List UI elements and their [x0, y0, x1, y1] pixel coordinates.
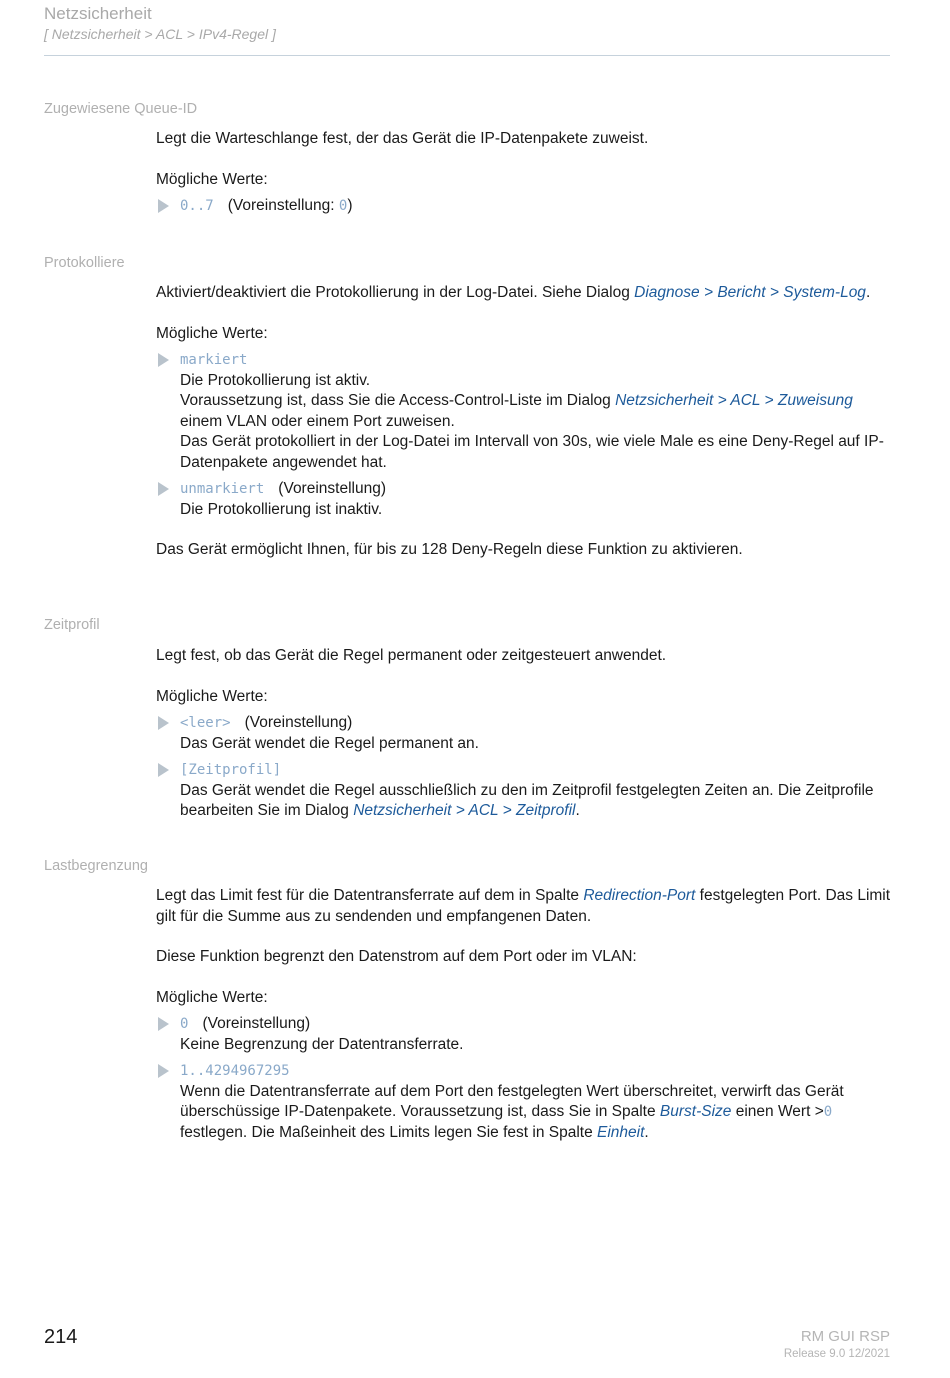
- value-item: unmarkiert (Voreinstellung) Die Protokollierung ist inaktiv.: [156, 479, 896, 520]
- link-netzsicherheit-acl-zuweisung[interactable]: Netzsicherheit > ACL > Zuweisung: [615, 392, 853, 409]
- inline-value-zero: 0: [823, 1104, 833, 1120]
- value-item: markiert Die Protokollierung ist aktiv. Voraussetzung ist, dass Sie die Access-Control-Liste im Dialog Netzsicherheit > ACL > Zuweisung einem VLAN oder einem Port zuweisen. Das Gerät protokolliert in der Log-Datei im Intervall von 30s, wie viele Male es eine Deny-Regel auf IP-Datenpakete angewendet hat.: [156, 350, 896, 473]
- values-heading: Mögliche Werte:: [156, 170, 268, 188]
- section-body-zeitprofil: [156, 646, 896, 822]
- section-body-lastbegrenzung: [156, 886, 896, 1143]
- value-item: [156, 196, 896, 217]
- bullet-triangle-icon: [158, 1017, 169, 1031]
- page-header-title: Netzsicherheit: [44, 4, 152, 23]
- default-value: 0: [338, 198, 348, 214]
- section-label-zeitprofil: Zeitprofil: [44, 617, 100, 633]
- bullet-triangle-icon: [158, 763, 169, 777]
- value-item: <leer> (Voreinstellung) Das Gerät wendet die Regel permanent an.: [156, 713, 896, 754]
- header-divider: [44, 55, 890, 56]
- default-suffix: ): [347, 197, 353, 214]
- value-leer: <leer>: [180, 715, 231, 731]
- description: Legt die Warteschlange fest, der das Gerät die IP-Datenpakete zuweist.: [156, 130, 649, 147]
- values-heading: Mögliche Werte:: [156, 324, 268, 342]
- description-2: Diese Funktion begrenzt den Datenstrom auf dem Port oder im VLAN:: [156, 948, 637, 965]
- section-body-protokolliere: [156, 283, 896, 561]
- note: Das Gerät ermöglicht Ihnen, für bis zu 128 Deny-Regeln diese Funktion zu aktivieren.: [156, 541, 743, 558]
- link-netzsicherheit-acl-zeitprofil[interactable]: Netzsicherheit > ACL > Zeitprofil: [353, 802, 576, 819]
- link-diagnose-bericht-system-log[interactable]: Diagnose > Bericht > System-Log: [634, 284, 866, 301]
- section-label-queue-id: Zugewiesene Queue-ID: [44, 101, 198, 117]
- link-einheit[interactable]: Einheit: [597, 1123, 645, 1141]
- bullet-triangle-icon: [158, 716, 169, 730]
- link-burst-size[interactable]: Burst-Size: [659, 1103, 732, 1120]
- value-range: 1..4294967295: [180, 1063, 290, 1079]
- value-zero: 0: [180, 1016, 189, 1032]
- bullet-triangle-icon: [158, 199, 169, 213]
- value-item: 0 (Voreinstellung) Keine Begrenzung der Datentransferrate.: [156, 1014, 896, 1055]
- bullet-triangle-icon: [158, 482, 169, 496]
- bullet-triangle-icon: [158, 353, 169, 367]
- values-heading: Mögliche Werte:: [156, 988, 268, 1006]
- section-label-protokolliere: Protokolliere: [44, 255, 125, 271]
- description: Aktiviert/deaktiviert die Protokollierung in der Log-Datei. Siehe Dialog Diagnose > Bericht > System-Log.: [156, 284, 871, 301]
- footer-release: Release 9.0 12/2021: [783, 1348, 890, 1360]
- breadcrumb: [ Netzsicherheit > ACL > IPv4-Regel ]: [44, 26, 276, 42]
- value-unmarkiert: unmarkiert: [180, 481, 265, 497]
- default-prefix: (Voreinstellung:: [227, 197, 339, 214]
- values-heading: Mögliche Werte:: [156, 687, 268, 705]
- bullet-triangle-icon: [158, 1064, 169, 1078]
- description: Legt fest, ob das Gerät die Regel permanent oder zeitgesteuert anwendet.: [156, 647, 667, 664]
- value-range: 0..7: [180, 198, 214, 214]
- section-body-queue-id: [156, 129, 896, 217]
- page-number: 214: [44, 1326, 78, 1348]
- link-redirection-port[interactable]: Redirection-Port: [583, 887, 696, 904]
- value-item: 1..4294967295 Wenn die Datentransferrate auf dem Port den festgelegten Wert überschreitet, verwirft das Gerät überschüssige IP-Datenpakete. Voraussetzung ist, dass Sie in Spalte Burst-Size einen Wert >0 festlegen. Die Maßeinheit des Limits legen Sie fest in Spalte Einheit.: [156, 1061, 896, 1143]
- value-zeitprofil: [Zeitprofil]: [180, 762, 282, 778]
- value-markiert: markiert: [180, 352, 248, 368]
- footer-doc-id: RM GUI RSP: [800, 1328, 890, 1345]
- value-item: [Zeitprofil] Das Gerät wendet die Regel ausschließlich zu den im Zeitprofil festgelegten Zeiten an. Die Zeitprofile bearbeiten Sie im Dialog Netzsicherheit > ACL > Zeitprofil.: [156, 760, 896, 822]
- section-label-lastbegrenzung: Lastbegrenzung: [44, 858, 148, 874]
- description: Legt das Limit fest für die Datentransferrate auf dem in Spalte Redirection-Port festgelegten Port. Das Limit gilt für die Summe aus zu sendenden und empfangenen Daten.: [156, 887, 891, 925]
